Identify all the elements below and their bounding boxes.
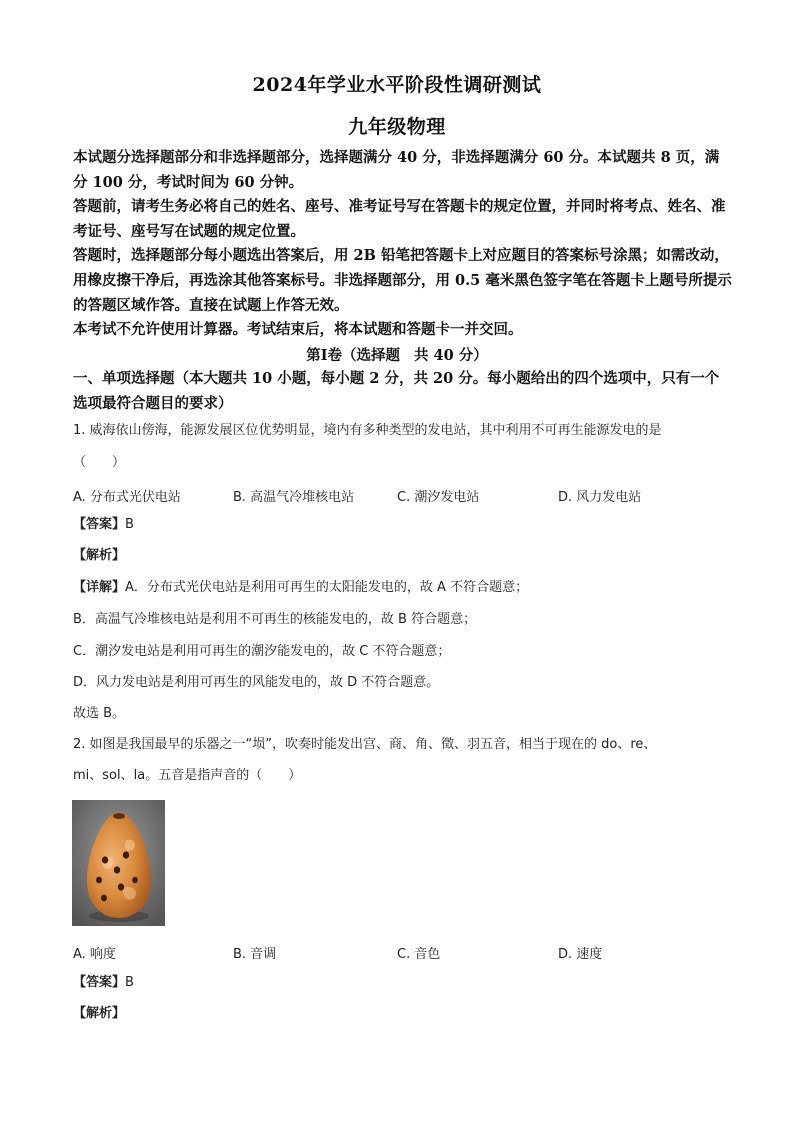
q2-option-d: D. 速度 bbox=[558, 947, 603, 962]
q1-conclusion: 故选 B。 bbox=[73, 706, 126, 721]
q2-answer-line bbox=[73, 974, 733, 992]
volume-title-part-a: 第Ⅰ卷（选择题 bbox=[306, 347, 400, 364]
q2-answer: B bbox=[125, 975, 134, 990]
q1-stem: 1. 威海依山傍海，能源发展区位优势明显，境内有多种类型的发电站，其中利用不可再生能源发电的是 bbox=[73, 423, 662, 438]
q1-option-a: A. 分布式光伏电站 bbox=[73, 490, 181, 505]
q2-analysis-tag: 【解析】 bbox=[73, 1006, 126, 1021]
q1-blank: （ ） bbox=[73, 455, 126, 470]
q2-option-c: C. 音色 bbox=[397, 947, 441, 962]
exam-title: 2024年学业水平阶段性调研测试 bbox=[252, 74, 542, 96]
q1-detail-tag: 【详解】 bbox=[73, 580, 126, 595]
instruction-1: 本试题分选择题部分和非选择题部分，选择题满分 40 分，非选择题满分 60 分。本试题共 8 页，满分 100 分，考试时间为 60 分钟。 bbox=[73, 149, 720, 191]
exam-instructions bbox=[73, 146, 733, 343]
q2-option-b: B. 音调 bbox=[233, 947, 277, 962]
q2-stem-line-2: mi、sol、la。五音是指声音的（ ） bbox=[73, 768, 302, 783]
q1-answer-tag: 【答案】 bbox=[73, 517, 126, 532]
q2-stem-line-1: 2. 如图是我国最早的乐器之一“埙”，吹奏时能发出宫、商、角、徵、羽五音，相当于现在的 do、re、 bbox=[73, 737, 657, 752]
q1-detail-b: B．高温气冷堆核电站是利用不可再生的核能发电的，故 B 符合题意； bbox=[73, 612, 477, 627]
q1-answer-line bbox=[73, 516, 733, 534]
q1-option-c: C. 潮汐发电站 bbox=[397, 490, 480, 505]
q1-detail-d: D．风力发电站是利用可再生的风能发电的，故 D 不符合题意。 bbox=[73, 675, 440, 690]
q1-detail-c: C．潮汐发电站是利用可再生的潮汐能发电的，故 C 不符合题意； bbox=[73, 644, 451, 659]
q1-option-b: B. 高温气冷堆核电站 bbox=[233, 490, 355, 505]
xun-instrument-photo bbox=[72, 800, 165, 926]
volume-title bbox=[0, 344, 794, 365]
instruction-4: 本考试不允许使用计算器。考试结束后，将本试题和答题卡一并交回。 bbox=[73, 321, 523, 339]
exam-subtitle: 九年级物理 bbox=[348, 116, 446, 138]
q1-detail-a: A．分布式光伏电站是利用可再生的太阳能发电的，故 A 不符合题意； bbox=[125, 580, 529, 595]
q1-detail-line-1 bbox=[73, 579, 733, 597]
q2-answer-tag: 【答案】 bbox=[73, 975, 126, 990]
section-heading bbox=[73, 367, 733, 416]
q2-option-a: A. 响度 bbox=[73, 947, 116, 962]
q1-answer: B bbox=[125, 517, 134, 532]
q1-option-d: D. 风力发电站 bbox=[558, 490, 642, 505]
instruction-2: 答题前，请考生务必将自己的姓名、座号、准考证号写在答题卡的规定位置，并同时将考点、姓名、准考证号、座号写在试题的规定位置。 bbox=[73, 198, 726, 240]
q1-analysis-tag: 【解析】 bbox=[73, 548, 126, 563]
volume-title-part-b: 共 40 分） bbox=[414, 347, 488, 364]
instruction-3: 答题时，选择题部分每小题选出答案后，用 2B 铅笔把答题卡上对应题目的答案标号涂黑；如需改动，用橡皮擦干净后，再选涂其他答案标号。非选择题部分，用 0.5 毫米黑色签字笔在答题卡上题号所提示的答题区域作答。直接在试题上作答无效。 bbox=[73, 247, 732, 314]
section-heading-text: 一、单项选择题（本大题共 10 小题，每小题 2 分，共 20 分。每小题给出的四个选项中，只有一个选项最符合题目的要求） bbox=[73, 370, 720, 412]
xun-illustration bbox=[72, 800, 165, 926]
